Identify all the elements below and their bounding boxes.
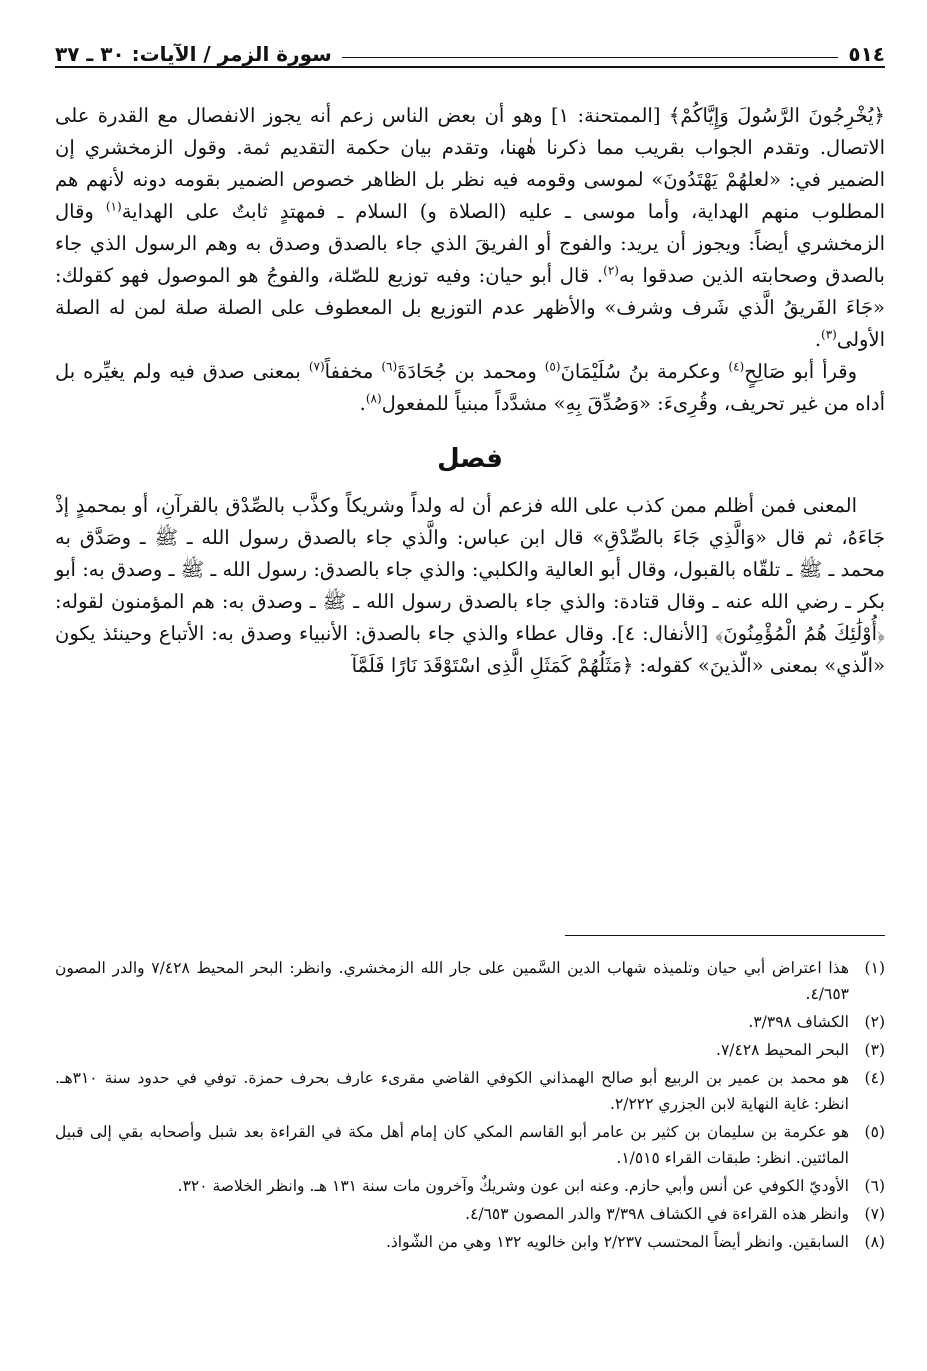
footnote-number: (٥) xyxy=(864,1123,885,1141)
footnote-ref-5[interactable]: (٥) xyxy=(544,359,561,374)
paragraph-1-part-b: وقال الزمخشري أيضاً: ويجوز أن يريد: والفوج أو الفريقَ الذي جاء بالصدق وصدق به وهم الرسول الذي جاء بالصدق وصحابته الذين صدقوا به xyxy=(55,200,885,287)
footnote-ref-7[interactable]: (٧) xyxy=(308,359,325,374)
footnote-number: (٦) xyxy=(864,1177,885,1195)
footnote-number: (٣) xyxy=(864,1041,885,1059)
paragraph-2 xyxy=(55,356,885,420)
footnote-number: (٨) xyxy=(864,1233,885,1251)
footnote-text: الأوديّ الكوفي عن أنس وأبي حازم. وعنه ابن عون وشريكٌ وآخرون مات سنة ١٣١ هـ. وانظر الخلاصة ٣٢٠. xyxy=(177,1177,849,1195)
footnote-ref-3[interactable]: (٣) xyxy=(821,327,837,342)
footnote-separator xyxy=(565,935,885,936)
footnote-text: السابقين. وانظر أيضاً المحتسب ٢/٢٣٧ وابن خالويه ١٣٢ وهي من الشّواذ. xyxy=(385,1233,849,1251)
paragraph-3: المعنى فمن أظلم ممن كذب على الله فزعم أن له ولداً وشريكاً وكذَّب بالصِّدْق بالقرآنِ، أو بمحمدٍ إذْ جَاءَهُ، ثم قال «وَالَّذِي جَاءَ بالصِّدْقِ» قال ابن عباس: والَّذي جاء بالصدق رسول الله ـ ﷺ ـ وصَدَّق به محمد ـ ﷺ ـ تلقّاه بالقبول، وقال أبو العالية والكلبي: والذي جاء بالصدق: رسول الله ـ ﷺ ـ وصدق به: أبو بكر ـ رضي الله عنه ـ وقال قتادة: والذي جاء بالصدق رسول الله ـ ﷺ ـ وصدق به: هم المؤمنون لقوله: ﴿أُوْلَٰئِكَ هُمُ الْمُؤْمِنُونَ﴾ [الأنفال: ٤]. وقال عطاء والذي جاء بالصدق: الأنبياء وصدق به: الأتباع وحينئذ يكون «الّذي» بمعنى «الّذينَ» كقوله: ﴿مَثَلُهُمْ كَمَثَلِ الَّذِى اسْتَوْقَدَ نَارًا فَلَمَّآ xyxy=(55,494,886,677)
footnote-ref-6[interactable]: (٦) xyxy=(381,359,398,374)
paragraph-2-part-a: وقرأ أبو صَالِحٍ xyxy=(744,360,858,383)
footnote-text: هو محمد بن عمير بن الربيع أبو صالح الهمذاني الكوفي القاضي مقرىء عارف بحرف حمزة. توفي في حدود سنة ٣١٠هـ. انظر: غاية النهاية لابن الجزري ٢/٢٢٢. xyxy=(55,1069,849,1113)
footnote-text: وانظر هذه القراءة في الكشاف ٣/٣٩٨ والدر المصون ٤/٦٥٣. xyxy=(465,1205,849,1223)
paragraph-2-part-d: مخففاً xyxy=(324,360,382,383)
paragraph-2-part-c: ومحمد بن جُحَادَةَ xyxy=(397,360,545,383)
footnote-ref-1[interactable]: (١) xyxy=(105,199,122,214)
footnote-item xyxy=(55,1229,885,1255)
header-line xyxy=(342,57,839,58)
footnote-number: (٧) xyxy=(864,1205,885,1223)
section-heading: فصل xyxy=(437,444,503,474)
running-title: سورة الزمر / الآيات: ٣٠ ـ ٣٧ xyxy=(55,42,332,66)
footnote-text: هو عكرمة بن سليمان بن كثير بن عامر أبو القاسم المكي كان إمام أهل مكة في القراءة بعد شبل وأصحابه بقي إلى قبيل المائتين. انظر: طبقات القراء ١/٥١٥. xyxy=(55,1123,849,1167)
footnote-number: (١) xyxy=(864,959,885,977)
paragraph-2-part-f: . xyxy=(359,392,366,415)
footnote-text: الكشاف ٣/٣٩٨. xyxy=(748,1013,849,1031)
paragraph-1-part-c: . قال أبو حيان: وفيه توزيع للصّلة، والفوجُ هو الموصول فهو كقولك: «جَاءَ الفَريقُ الَّذي شَرف وشرف» والأظهر عدم التوزيع بل المعطوف على الصلة صلة لمن له الصلة الأولى xyxy=(55,264,885,351)
footnotes xyxy=(55,955,885,1257)
footnote-item xyxy=(55,1037,885,1063)
footnote-item xyxy=(55,1009,885,1035)
footnote-ref-8[interactable]: (٨) xyxy=(365,391,382,406)
paragraph-2-part-b: وعكرمة بنُ سُلَيْمَانَ xyxy=(560,360,729,383)
footnote-ref-4[interactable]: (٤) xyxy=(728,359,745,374)
paragraph-2-part-e: بمعنى صدق فيه ولم يغيِّره بل أداه من غير تحريف، وقُرِىءَ: «وَصُدِّقَ بِهِ» مشدَّداً مبنياً للمفعول xyxy=(55,360,885,415)
footnote-number: (٤) xyxy=(864,1069,885,1087)
footnote-ref-2[interactable]: (٢) xyxy=(603,263,619,278)
footnote-number: (٢) xyxy=(864,1013,885,1031)
footnote-item xyxy=(55,1065,885,1117)
paragraph-1 xyxy=(55,100,885,356)
paragraph-1-part-d: . xyxy=(814,328,822,351)
footnote-item xyxy=(55,1119,885,1171)
page-number: ٥١٤ xyxy=(848,42,885,66)
running-header xyxy=(55,30,885,66)
footnote-item xyxy=(55,1173,885,1199)
footnote-text: هذا اعتراض أبي حيان وتلميذه شهاب الدين السَّمين على جار الله الزمخشري. وانظر: البحر المحيط ٧/٤٢٨ والدر المصون ٤/٦٥٣. xyxy=(55,959,850,1003)
paragraph-1-part-a: ﴿يُخْرِجُونَ الرَّسُولَ وَإِيَّاكُمْ﴾ [الممتحنة: ١] وهو أن بعض الناس زعم أنه يجوز الانفصال مع القدرة على الاتصال. وتقدم الجواب بقريب مما ذكرنا هٰهنا، وتقدم بيان حكمة التقديم ثمة. وقول الزمخشري إن الضمير في: «لعلهُمْ يَهْتَدُونَ» لموسى وقومه فيه نظر بل الظاهر خصوص الضمير بقومه دونه لأنهم هم المطلوب منهم الهداية، وأما موسى ـ عليه (الصلاة و) السلام ـ فمهتدٍ ثابتٌ على الهداية xyxy=(55,104,886,223)
footnote-text: البحر المحيط ٧/٤٢٨. xyxy=(716,1041,849,1059)
footnote-item xyxy=(55,955,885,1007)
footnote-item xyxy=(55,1201,885,1227)
header-rule xyxy=(55,66,885,68)
main-text xyxy=(55,100,885,682)
book-page xyxy=(55,30,885,1330)
